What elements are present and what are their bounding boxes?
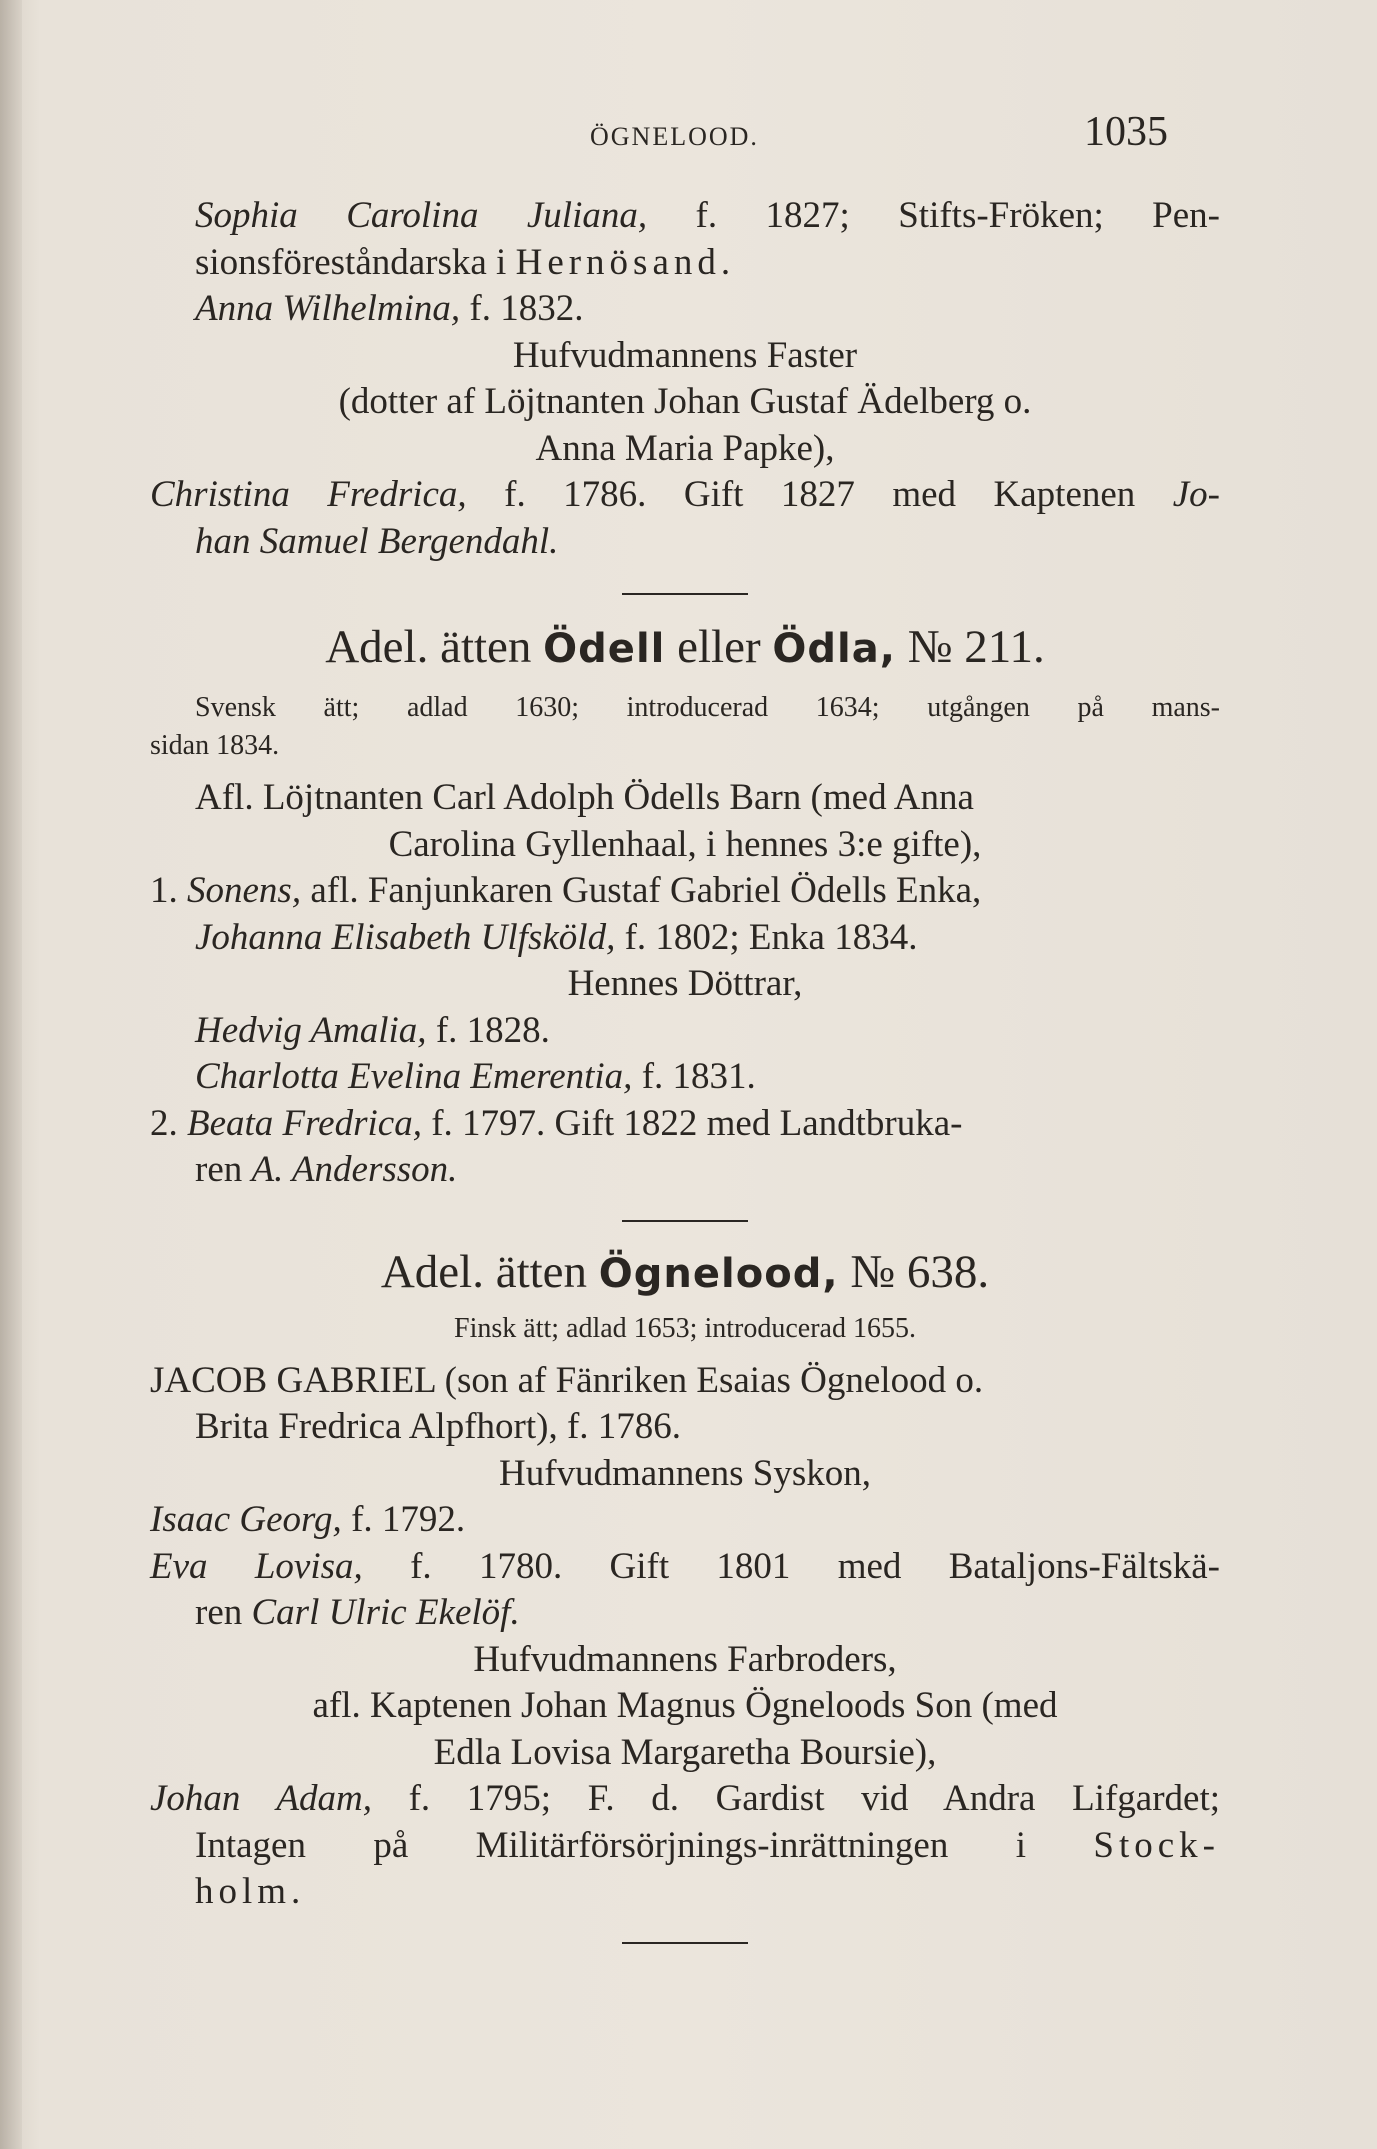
entry-line: Hedvig Amalia, f. 1828. xyxy=(195,1009,550,1051)
entry-line: Isaac Georg, f. 1792. xyxy=(150,1499,466,1540)
page-gutter xyxy=(0,0,22,2149)
divider-rule xyxy=(622,1942,748,1944)
entry-line: Anna Maria Papke), xyxy=(535,427,835,469)
family-info: sidan 1834. xyxy=(150,730,280,761)
entry-line: Charlotta Evelina Emerentia, f. 1831. xyxy=(195,1056,756,1097)
entry-line: ren A. Andersson. xyxy=(195,1149,458,1190)
subheading: Hufvudmannens Syskon, xyxy=(498,1452,872,1494)
section-continuation xyxy=(150,193,1220,565)
family-heading: Adel. ätten Ögnelood, № 638. xyxy=(380,1245,990,1298)
entry-line: sionsföreståndarska i Hernösand. xyxy=(195,241,736,283)
entry-line: holm. xyxy=(195,1871,306,1912)
entry-line: Eva Lovisa, f. 1780. Gift 1801 med Bataljons-Fältskä- xyxy=(150,1545,1221,1587)
running-title: ÖGNELOOD. xyxy=(590,122,759,151)
entry-line: 1. Sonens, afl. Fanjunkaren Gustaf Gabriel Ödells Enka, xyxy=(150,870,982,911)
subheading: Hennes Döttrar, xyxy=(567,963,803,1004)
entry-line: Brita Fredrica Alpfhort), f. 1786. xyxy=(195,1406,682,1447)
entry-line: han Samuel Bergendahl. xyxy=(195,520,559,562)
page-body xyxy=(150,193,1220,1944)
entry-line: Johanna Elisabeth Ulfsköld, f. 1802; Enka 1834. xyxy=(195,916,918,958)
entry-line: Sophia Carolina Juliana, f. 1827; Stifts-Fröken; Pen- xyxy=(195,195,1221,236)
family-heading: Adel. ätten Ödell eller Ödla, № 211. xyxy=(325,621,1045,673)
subheading: Hufvudmannens Farbroders, xyxy=(473,1638,897,1680)
page-number: 1035 xyxy=(1084,109,1168,155)
entry-line: Johan Adam, f. 1795; F. d. Gardist vid Andra Lifgardet; xyxy=(150,1778,1220,1819)
family-info: Svensk ätt; adlad 1630; introducerad 1634; utgången på mans- xyxy=(195,692,1220,723)
family-info: Finsk ätt; adlad 1653; introducerad 1655. xyxy=(454,1312,916,1344)
entry-line: Christina Fredrica, f. 1786. Gift 1827 med Kaptenen Jo- xyxy=(150,474,1220,515)
section-ognelood xyxy=(150,1242,1220,1916)
entry-line: afl. Kaptenen Johan Magnus Ögneloods Son (med xyxy=(312,1685,1058,1726)
entry-line: Intagen på Militärförsörjnings-inrättningen i Stock- xyxy=(195,1824,1220,1866)
entry-line: Afl. Löjtnanten Carl Adolph Ödells Barn (med Anna xyxy=(195,777,974,818)
entry-line: (dotter af Löjtnanten Johan Gustaf Ädelberg o. xyxy=(338,381,1032,422)
entry-line: 2. Beata Fredrica, f. 1797. Gift 1822 med Landtbruka- xyxy=(150,1102,963,1144)
page-header xyxy=(0,108,1377,158)
subheading: Hufvudmannens Faster xyxy=(512,334,858,376)
entry-line: Carolina Gyllenhaal, i hennes 3:e gifte), xyxy=(388,823,982,865)
entry-line: Edla Lovisa Margaretha Boursie), xyxy=(433,1731,937,1773)
section-odell xyxy=(150,617,1220,1194)
entry-line: ren Carl Ulric Ekelöf. xyxy=(195,1592,520,1633)
entry-line: Anna Wilhelmina, f. 1832. xyxy=(195,288,584,329)
entry-line: JACOB GABRIEL (son af Fänriken Esaias Ögnelood o. xyxy=(150,1359,984,1401)
